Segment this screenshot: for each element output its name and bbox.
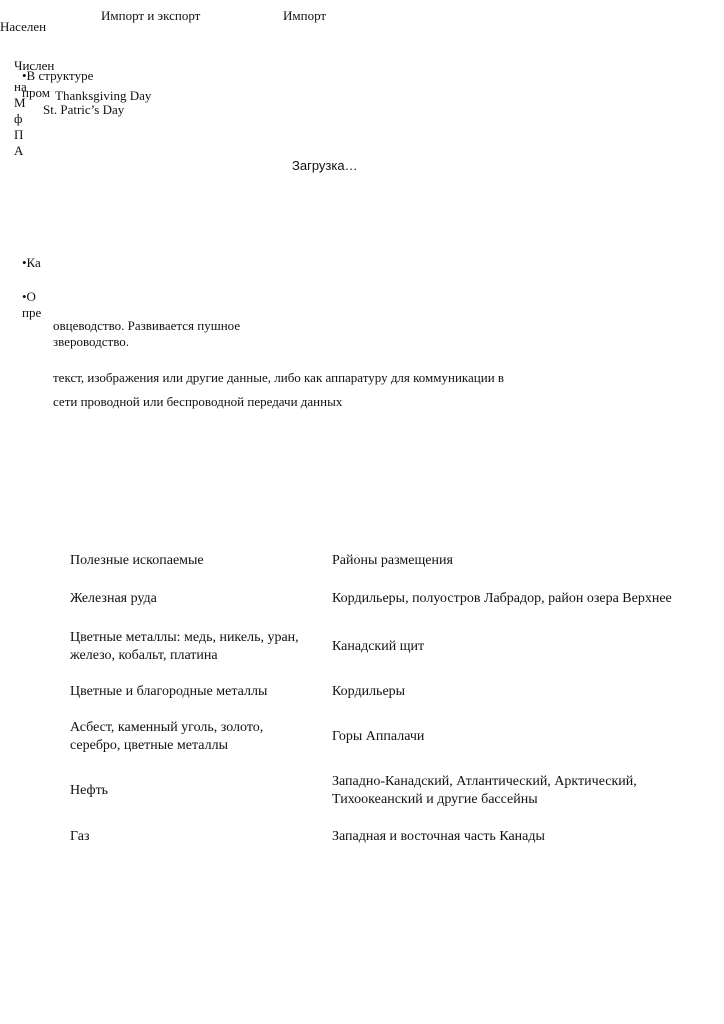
bullet-structure-text-line-2: пром [22, 85, 50, 100]
text-fur-farming-line: звероводство. [53, 334, 130, 349]
table-header-region: Районы размещения [332, 553, 453, 568]
mineral-region: Западно-Канадский, Атлантический, Арктический, Тихоокеанский и другие бассейны [332, 774, 637, 807]
text-network-line-clipped [53, 370, 613, 385]
mineral-name: Нефть [70, 783, 109, 798]
mineral-name: Цветные и благородные металлы [70, 684, 268, 699]
text-network-line: сети проводной или беспроводной передачи данных [53, 394, 343, 409]
loading-label: Загрузка… [292, 158, 358, 173]
holiday-thanksgiving: Thanksgiving Day [55, 88, 152, 103]
overlay-title-import: Импорт [283, 8, 327, 23]
text-sheep-breeding-line: овцеводство. Развивается пушное [53, 318, 241, 333]
overlay-top-left-text: Населен [0, 19, 47, 34]
mineral-region: Канадский щит [332, 639, 425, 654]
table-row [70, 683, 720, 703]
left-column-fragment-3: М [14, 95, 26, 110]
overlay-title-import-export: Импорт и экспорт [101, 8, 201, 23]
left-column-fragment-5: П [14, 127, 24, 142]
bullet-structure-text: •В структуре [22, 68, 94, 83]
bullet-o-fragment: •О [22, 289, 36, 304]
table-header-row [70, 552, 720, 572]
mineral-name: Цветные металлы: медь, никель, уран, железо, кобальт, платина [70, 630, 299, 663]
left-column-fragment-2: на [14, 79, 27, 94]
mineral-region: Кордильеры [332, 684, 406, 699]
mineral-region: Кордильеры, полуостров Лабрадор, район озера Верхнее [332, 591, 672, 606]
left-column-fragment-6: А [14, 143, 24, 158]
mineral-region: Западная и восточная часть Канады [332, 829, 545, 844]
mineral-name: Железная руда [70, 591, 157, 606]
bullet-ka-fragment: •Ка [22, 255, 41, 270]
mineral-region: Горы Аппалачи [332, 729, 425, 744]
bullet-o-fragment-line-2: пре [22, 305, 42, 320]
table-row [70, 773, 720, 811]
text-network-line-clipped-content: текст, изображения или другие данные, либо как аппаратуру для коммуникации в [53, 370, 505, 385]
table-row [70, 828, 720, 848]
mineral-name: Газ [70, 829, 90, 844]
left-column-fragment-1: Числен [14, 58, 55, 73]
holiday-st-patrick: St. Patric’s Day [43, 102, 125, 117]
left-column-fragment-4: ф [14, 111, 23, 126]
table-row [70, 629, 720, 667]
table-row [70, 719, 720, 757]
table-header-mineral: Полезные ископаемые [70, 553, 204, 568]
mineral-name: Асбест, каменный уголь, золото, серебро, цветные металлы [70, 720, 264, 753]
table-row [70, 590, 720, 610]
